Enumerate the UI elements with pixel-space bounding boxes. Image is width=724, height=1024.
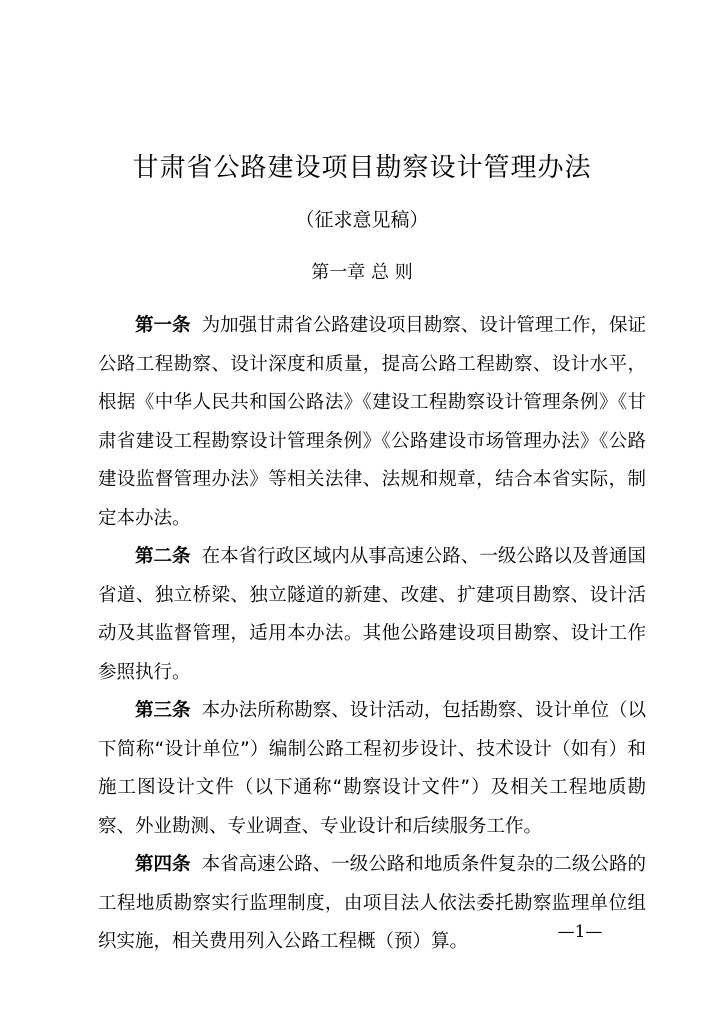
article-number: 第四条 [135, 854, 191, 875]
article-text: 本办法所称勘察、设计活动，包括勘察、设计单位（以下简称“设计单位”）编制公路工程初步设计、技术设计（如有）和施工图设计文件（以下通称“勘察设计文件”）及相关工程地质勘察、外业勘测、专业调查、专业设计和后续服务工作。 [98, 700, 646, 837]
document-body [98, 307, 646, 962]
article-number: 第三条 [135, 700, 191, 721]
article-number: 第一条 [135, 315, 191, 336]
article-text: 在本省行政区域内从事高速公路、一级公路以及普通国省道、独立桥梁、独立隧道的新建、改建、扩建项目勘察、设计活动及其监督管理，适用本办法。其他公路建设项目勘察、设计工作参照执行。 [98, 546, 646, 683]
document-subtitle: （征求意见稿） [295, 209, 429, 231]
article-1 [98, 307, 646, 538]
document-title: 甘肃省公路建设项目勘察设计管理办法 [132, 153, 592, 183]
article-2 [98, 538, 646, 692]
chapter-heading: 第一章 总 则 [311, 262, 413, 283]
article-number: 第二条 [135, 546, 191, 567]
article-3 [98, 692, 646, 846]
article-text: 为加强甘肃省公路建设项目勘察、设计管理工作，保证公路工程勘察、设计深度和质量，提高公路工程勘察、设计水平，根据《中华人民共和国公路法》《建设工程勘察设计管理条例》《甘肃省建设工程勘察设计管理条例》《公路建设市场管理办法》《公路建设监督管理办法》等相关法律、法规和规章，结合本省实际，制定本办法。 [98, 315, 646, 529]
article-text: 本省高速公路、一级公路和地质条件复杂的二级公路的工程地质勘察实行监理制度，由项目法人依法委托勘察监理单位组织实施，相关费用列入公路工程概（预）算。 [98, 854, 646, 952]
page-number: —1— [557, 922, 603, 942]
